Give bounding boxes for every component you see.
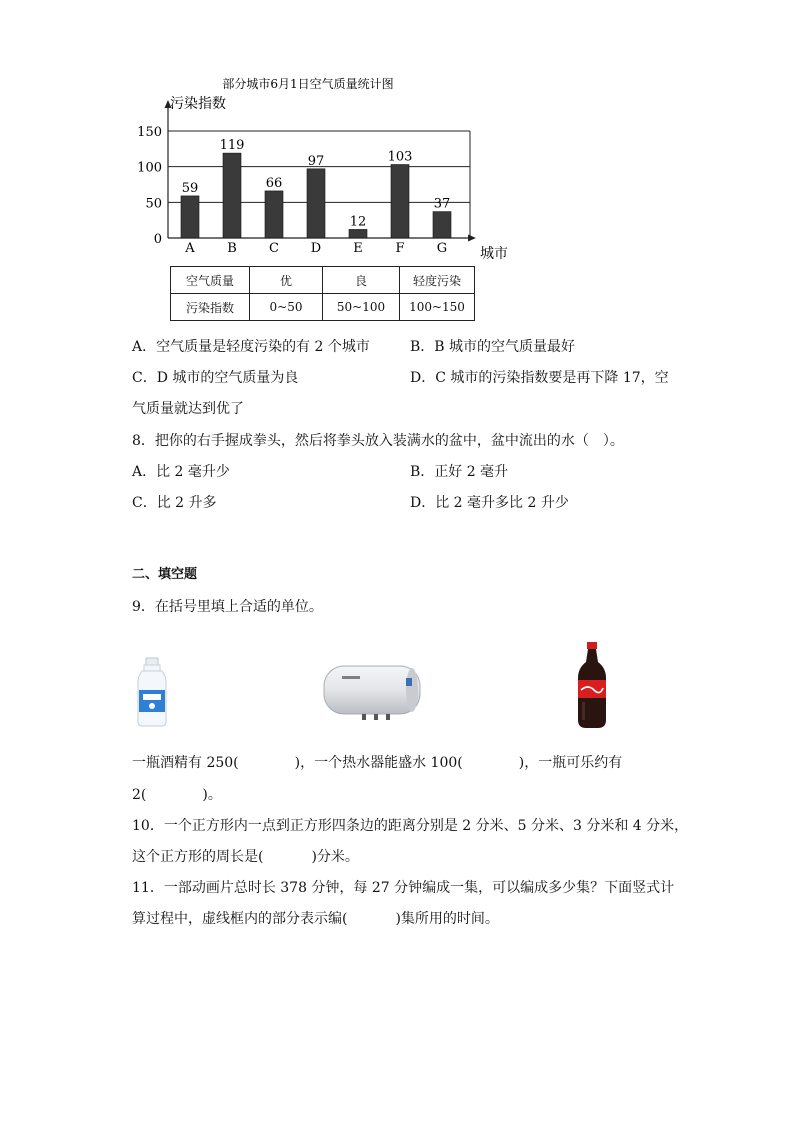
q8-option-a[interactable]: A．比 2 毫升少 (132, 464, 230, 480)
x-tick-label: F (395, 241, 405, 256)
q9-fill-line-2 (132, 785, 222, 805)
bar-value-label: 37 (433, 196, 451, 212)
bar-value-label: 12 (349, 214, 367, 230)
bar (391, 165, 409, 238)
x-tick-label: E (353, 241, 363, 256)
q9-fill-line-1 (132, 753, 622, 773)
y-axis-label: 污染指数 (170, 96, 226, 112)
air-quality-bar-chart (0, 0, 794, 270)
bar (307, 169, 325, 238)
q9-text: 一瓶酒精有 250( (132, 755, 239, 771)
section-heading: 二、填空题 (132, 567, 198, 582)
table-cell: 优 (250, 267, 323, 294)
q10-text: 这个正方形的周长是( (132, 849, 264, 865)
y-tick-label: 50 (145, 196, 162, 212)
table-cell: 0~50 (250, 294, 323, 321)
q11-text: )集所用的时间。 (395, 911, 499, 927)
q7-option-d[interactable]: D．C 城市的污染指数要是再下降 17，空 (410, 370, 669, 386)
water-heater-image (322, 662, 422, 722)
q10-fill-line (132, 847, 359, 867)
q8-stem: 8．把你的右手握成拳头，然后将拳头放入装满水的盆中，盆中流出的水（ ）。 (132, 433, 624, 449)
x-tick-label: D (310, 241, 322, 256)
x-axis-arrow (468, 235, 476, 242)
chart-title: 部分城市6月1日空气质量统计图 (222, 77, 394, 91)
bar-value-label: 59 (181, 180, 199, 196)
table-cell: 空气质量 (171, 267, 250, 294)
y-tick-label: 100 (137, 160, 162, 176)
bar-value-label: 103 (387, 149, 413, 165)
bar (223, 153, 241, 238)
bar-value-label: 97 (307, 153, 325, 169)
q10-text: )分米。 (311, 849, 359, 865)
bar (433, 212, 451, 238)
q7-option-c[interactable]: C．D 城市的空气质量为良 (132, 370, 299, 386)
q9-text: 2( (132, 787, 147, 803)
q7-option-b[interactable]: B．B 城市的空气质量最好 (410, 339, 576, 355)
q9-text: )，一瓶可乐约有 (518, 755, 623, 771)
q11-text: 算过程中，虚线框内的部分表示编( (132, 911, 348, 927)
q10-stem: 10．一个正方形内一点到正方形四条边的距离分别是 2 分米、5 分米、3 分米和 4 分米， (132, 818, 689, 834)
q11-stem: 11．一部动画片总时长 378 分钟，每 27 分钟编成一集，可以编成多少集？下面竖式计 (132, 880, 675, 896)
x-tick-label: G (436, 241, 448, 256)
y-tick-label: 150 (137, 125, 162, 140)
bar (349, 229, 367, 238)
y-tick-label: 0 (153, 232, 162, 247)
bar (265, 191, 283, 238)
q8-option-b[interactable]: B．正好 2 毫升 (410, 464, 509, 480)
q8-option-c[interactable]: C．比 2 升多 (132, 495, 217, 511)
x-tick-label: A (185, 241, 195, 256)
table-cell: 轻度污染 (400, 267, 475, 294)
table-row (171, 294, 475, 321)
q7-option-d-continued: 气质量就达到优了 (132, 401, 244, 417)
bar-value-label: 66 (265, 175, 283, 191)
table-cell: 50~100 (323, 294, 400, 321)
cola-bottle-image (572, 640, 612, 730)
alcohol-bottle-image (134, 656, 170, 728)
bar (181, 196, 199, 238)
q9-text: )，一个热水器能盛水 100( (294, 755, 463, 771)
q9-text: )。 (202, 787, 222, 803)
q7-option-a[interactable]: A．空气质量是轻度污染的有 2 个城市 (132, 339, 370, 355)
air-quality-table (170, 266, 475, 321)
x-axis-label: 城市 (480, 246, 508, 262)
table-cell: 100~150 (400, 294, 475, 321)
table-row (171, 267, 475, 294)
table-cell: 污染指数 (171, 294, 250, 321)
q8-option-d[interactable]: D．比 2 毫升多比 2 升少 (410, 495, 569, 511)
bar-value-label: 119 (219, 138, 245, 154)
x-tick-label: C (269, 241, 279, 256)
x-tick-label: B (227, 241, 237, 256)
q9-stem: 9．在括号里填上合适的单位。 (132, 599, 323, 615)
q11-fill-line (132, 909, 499, 929)
table-cell: 良 (323, 267, 400, 294)
